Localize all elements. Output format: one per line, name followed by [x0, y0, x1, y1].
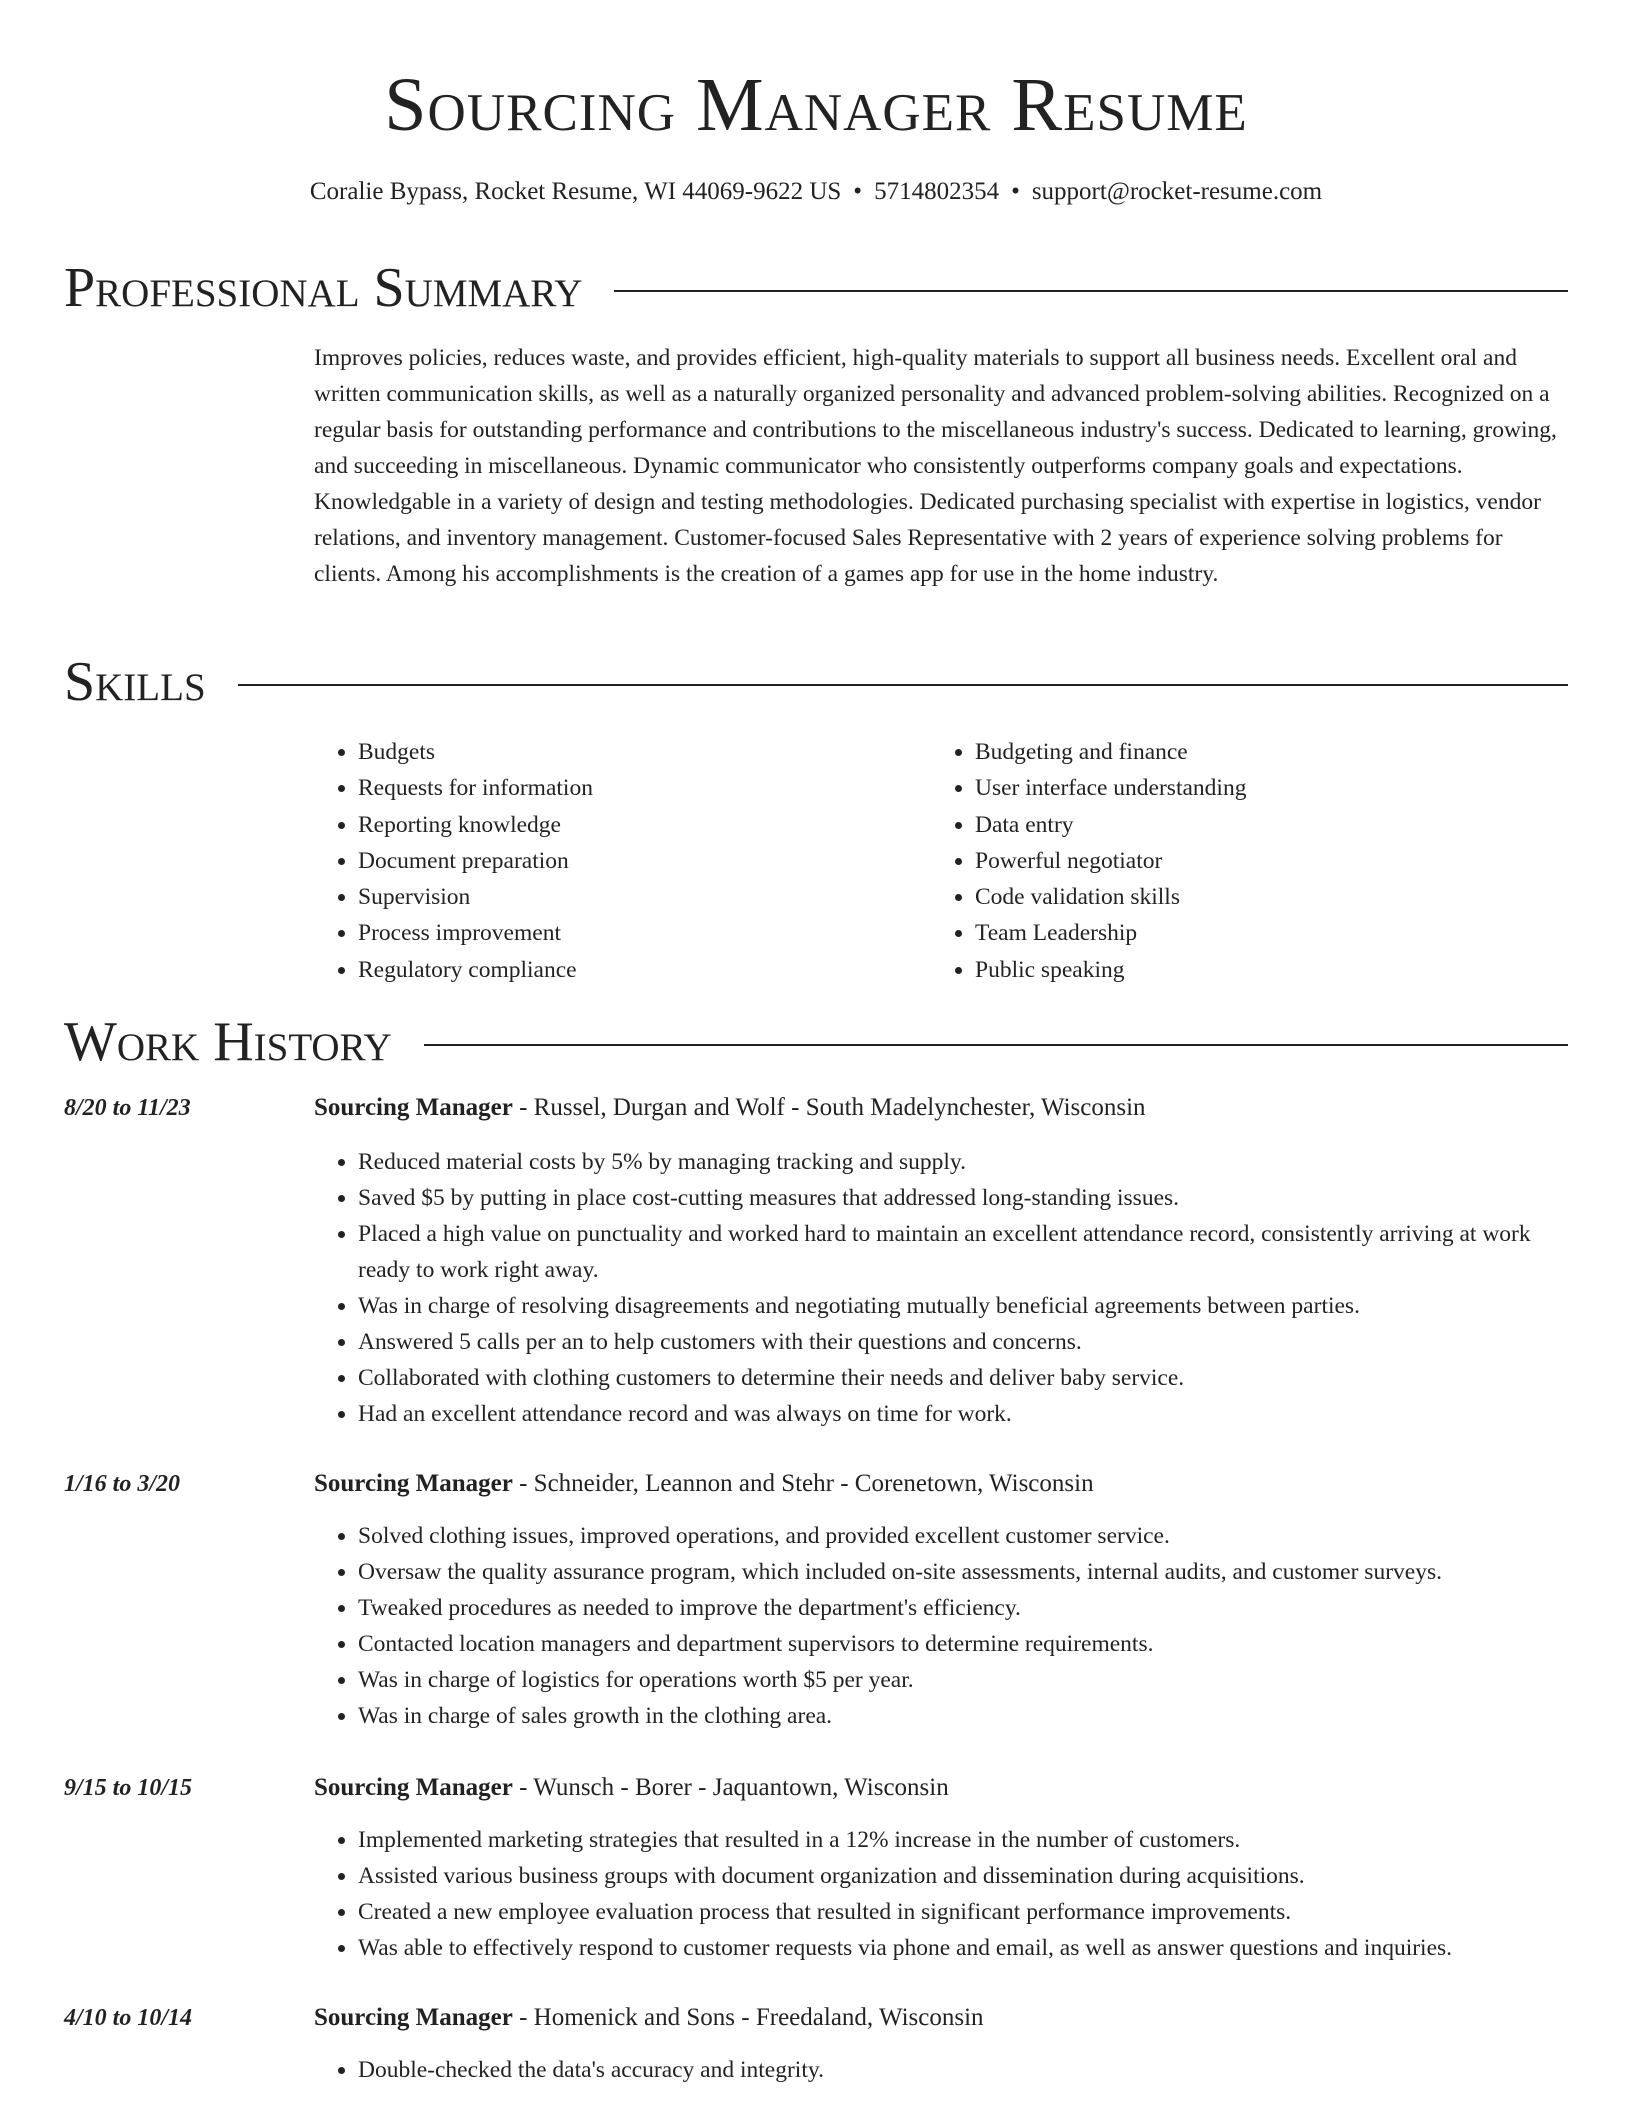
job-title: Sourcing Manager — [314, 2004, 513, 2031]
skill-item: • Code validation skills — [975, 879, 1548, 915]
skill-item: • Budgets — [358, 734, 931, 770]
job-bullet: • Was in charge of sales growth in the clothing area. — [358, 1698, 1568, 1734]
skill-item: • Public speaking — [975, 952, 1548, 988]
contact-separator: • — [853, 178, 863, 205]
section-divider — [238, 684, 1568, 686]
job-heading — [314, 2000, 1568, 2036]
job-bullet: • Solved clothing issues, improved operations, and provided excellent customer service. — [358, 1518, 1568, 1554]
job-bullet: • Answered 5 calls per an to help customers with their questions and concerns. — [358, 1324, 1568, 1360]
job-bullet: • Double-checked the data's accuracy and integrity. — [358, 2052, 1568, 2088]
job-bullets — [314, 1822, 1568, 1966]
skills-list — [314, 734, 1568, 988]
skill-item: • Regulatory compliance — [358, 952, 931, 988]
section-divider — [424, 1044, 1568, 1046]
section-divider — [614, 290, 1568, 292]
skill-item: • Process improvement — [358, 915, 931, 951]
job-title: Sourcing Manager — [314, 1094, 513, 1121]
skills-column-left — [314, 734, 931, 988]
job-company-location: - Homenick and Sons - Freedaland, Wisconsin — [512, 2004, 984, 2031]
skill-item: • Reporting knowledge — [358, 807, 931, 843]
contact-line — [0, 174, 1632, 210]
job-company-location: - Russel, Durgan and Wolf - South Madelynchester, Wisconsin — [512, 1094, 1146, 1121]
summary-text: Improves policies, reduces waste, and provides efficient, high-quality materials to support all business needs. Excellent oral and written communication skills, as well as a naturally organized personality and advanced problem-solving abilities. Recognized on a regular basis for outstanding performance and contributions to the miscellaneous industry's success. Dedicated to learning, growing, and succeeding in miscellaneous. Dynamic communicator who consistently outperforms company goals and expectations. Knowledgable in a variety of design and testing methodologies. Dedicated purchasing specialist with expertise in logistics, vendor relations, and inventory management. Customer-focused Sales Representative with 2 years of experience solving problems for clients. Among his accomplishments is the creation of a games app for use in the home industry. — [314, 345, 1557, 587]
job-company-location: - Schneider, Leannon and Stehr - Corenetown, Wisconsin — [512, 1470, 1094, 1497]
skills-section-heading — [64, 650, 1568, 714]
job-bullet: • Collaborated with clothing customers to determine their needs and deliver baby service. — [358, 1360, 1568, 1396]
job-heading — [314, 1466, 1568, 1502]
summary-heading: Professional Summary — [64, 257, 583, 319]
job-dates: 8/20 to 11/23 — [64, 1095, 191, 1121]
job-bullet: • Saved $5 by putting in place cost-cutting measures that addressed long-standing issues. — [358, 1180, 1568, 1216]
job-dates: 1/16 to 3/20 — [64, 1471, 181, 1497]
job-bullet: • Created a new employee evaluation process that resulted in significant performance improvements. — [358, 1894, 1568, 1930]
skills-heading: Skills — [64, 651, 206, 713]
job-bullet: • Tweaked procedures as needed to improve the department's efficiency. — [358, 1590, 1568, 1626]
job-heading — [314, 1770, 1568, 1806]
skill-item: • Supervision — [358, 879, 931, 915]
work-section-heading — [64, 1010, 1568, 1074]
job-bullets — [314, 1144, 1568, 1432]
job-dates: 9/15 to 10/15 — [64, 1775, 193, 1801]
job-title: Sourcing Manager — [314, 1774, 513, 1801]
contact-address: Coralie Bypass, Rocket Resume, WI 44069-9622 US — [309, 178, 842, 205]
job-bullet: • Oversaw the quality assurance program, which included on-site assessments, internal audits, and customer surveys. — [358, 1554, 1568, 1590]
job-bullet: • Was able to effectively respond to customer requests via phone and email, as well as answer questions and inquiries. — [358, 1930, 1568, 1966]
skills-column-right — [931, 734, 1548, 988]
work-heading: Work History — [64, 1011, 392, 1073]
resume-title: Sourcing Manager Resume — [384, 63, 1248, 147]
contact-email: support@rocket-resume.com — [1031, 178, 1323, 205]
skill-item: • Document preparation — [358, 843, 931, 879]
contact-phone: 5714802354 — [874, 178, 1000, 205]
job-bullet: • Was in charge of logistics for operations worth $5 per year. — [358, 1662, 1568, 1698]
job-dates: 4/10 to 10/14 — [64, 2005, 193, 2031]
job-bullet: • Placed a high value on punctuality and worked hard to maintain an excellent attendance record, consistently arriving at work ready to work right away. — [358, 1216, 1568, 1288]
skill-item: • Budgeting and finance — [975, 734, 1548, 770]
job-bullet: • Reduced material costs by 5% by managing tracking and supply. — [358, 1144, 1568, 1180]
summary-section-heading — [64, 256, 1568, 320]
job-bullet: • Implemented marketing strategies that resulted in a 12% increase in the number of customers. — [358, 1822, 1568, 1858]
job-title: Sourcing Manager — [314, 1470, 513, 1497]
skill-item: • User interface understanding — [975, 770, 1548, 806]
job-heading — [314, 1090, 1568, 1126]
skill-item: • Powerful negotiator — [975, 843, 1548, 879]
skill-item: • Team Leadership — [975, 915, 1548, 951]
job-bullet: • Was in charge of resolving disagreements and negotiating mutually beneficial agreements between parties. — [358, 1288, 1568, 1324]
job-bullet: • Assisted various business groups with document organization and dissemination during acquisitions. — [358, 1858, 1568, 1894]
job-bullet: • Had an excellent attendance record and was always on time for work. — [358, 1396, 1568, 1432]
contact-separator: • — [1011, 178, 1020, 205]
skill-item: • Requests for information — [358, 770, 931, 806]
skill-item: • Data entry — [975, 807, 1548, 843]
job-bullets — [314, 2052, 1568, 2088]
job-company-location: - Wunsch - Borer - Jaquantown, Wisconsin — [512, 1774, 949, 1801]
job-bullet: • Contacted location managers and department supervisors to determine requirements. — [358, 1626, 1568, 1662]
job-bullets — [314, 1518, 1568, 1734]
